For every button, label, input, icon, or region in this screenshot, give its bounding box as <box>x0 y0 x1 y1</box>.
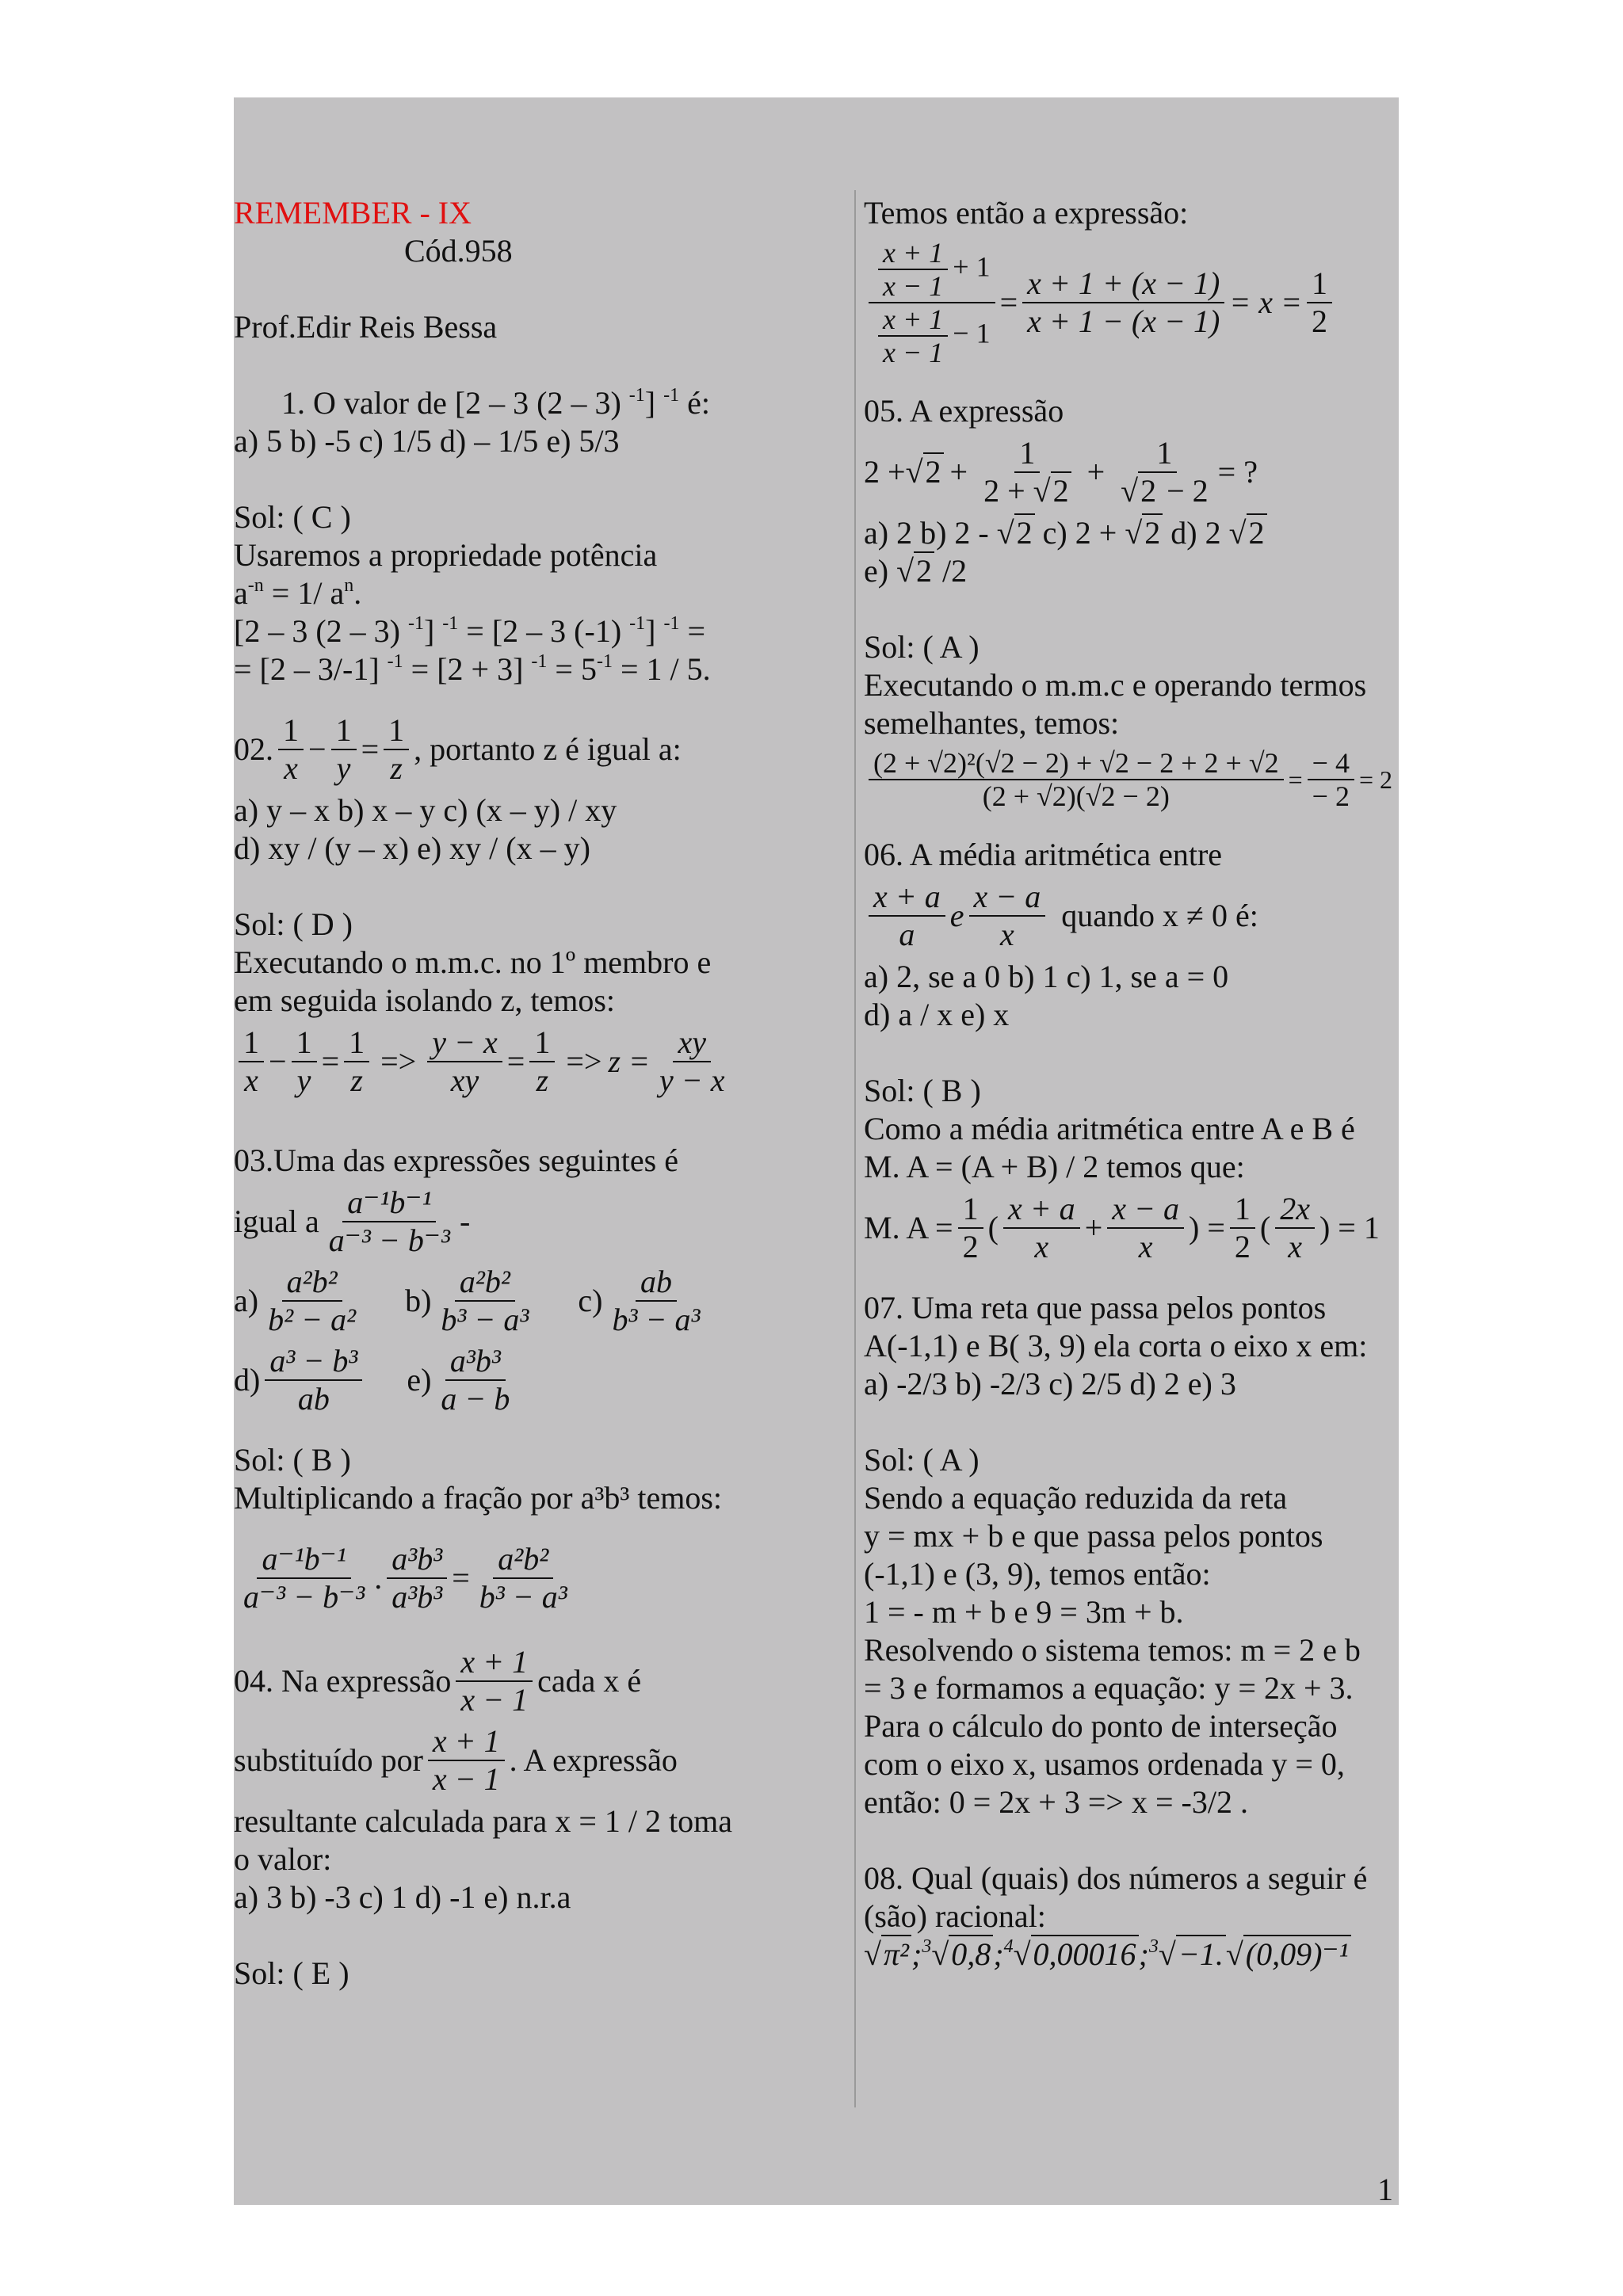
q6-options-2: d) a / x e) x <box>864 997 1010 1032</box>
q7-work-3: (-1,1) e (3, 9), temos então: <box>864 1556 1211 1592</box>
q8-statement-1: 08. Qual (quais) dos números a seguir é <box>864 1860 1368 1896</box>
q6-explanation-2: M. A = (A + B) / 2 temos que: <box>864 1149 1245 1184</box>
q7-work-5: Resolvendo o sistema temos: m = 2 e b <box>864 1632 1361 1668</box>
q5-explanation-1: Executando o m.m.c e operando termos <box>864 667 1367 703</box>
q1-statement: 1. O valor de [2 – 3 (2 – 3) $^{-1}$] $^{-1}$ é: <box>281 385 710 421</box>
q1-options: a) 5 b) -5 c) 1/5 d) – 1/5 e) 5/3 <box>234 423 620 459</box>
q2-explanation-2: em seguida isolando z, temos: <box>234 982 616 1018</box>
q4-statement-2: substituído por $\frac{x + 1}{x - 1}$ . A expressão <box>234 1723 678 1797</box>
q7-work-6: = 3 e formamos a equação: y = 2x + 3. <box>864 1670 1354 1706</box>
q5-work: $\frac{\text{(2 + √2)²(√2 − 2) + √2 − 2 + 2 + √2}}{(2 + √2)(√2 - 2)}$ = $\frac{- 4}{- 2}$ = 2 <box>864 747 1403 812</box>
q3-statement: 03.Uma das expressões seguintes é <box>234 1142 678 1178</box>
q6-options-1: a) 2, se a 0 b) 1 c) 1, se a = 0 <box>864 959 1229 994</box>
q2-statement: 02. $\frac{1}{x}$ − $\frac{1}{y}$ = $\frac{1}{z}$ , portanto z é igual a: <box>234 712 682 786</box>
document-title: REMEMBER - IX <box>234 195 472 231</box>
q6-statement: 06. A média aritmética entre <box>864 837 1223 872</box>
q4-options: a) 3 b) -3 c) 1 d) -1 e) n.r.a <box>234 1879 571 1915</box>
left-column <box>234 194 836 1993</box>
q1-explanation: Usaremos a propriedade potência <box>234 537 658 573</box>
q7-statement-1: 07. Uma reta que passa pelos pontos <box>864 1290 1327 1325</box>
q4-statement-1: 04. Na expressão $\frac{x + 1}{x - 1}$ cada x é <box>234 1644 642 1718</box>
q6-explanation-1: Como a média aritmética entre A e B é <box>864 1111 1355 1146</box>
q8-numbers: √π²;$^3$√0,8;$^4$√0,00016;$^3$√−1.√(0,09)⁻¹ <box>864 1936 1403 1974</box>
q5-options-1: a) 2 b) 2 - √2 c) 2 + √2 d) 2 √2 <box>864 514 1403 552</box>
q3-options-abc: a) $\frac{\text{a²b²}}{\text{b² − a²}}$ b) $\frac{\text{a²b²}}{\text{b³ − a³}}$ c) $\frac{ab}{\text{b³ − a³}}$ <box>234 1264 701 1337</box>
q1-work-line1: [2 – 3 (2 – 3) $^{-1}$] $^{-1}$ = [2 – 3 (-1) $^{-1}$] $^{-1}$ = <box>234 613 706 649</box>
q1-work-line2: = [2 – 3/-1] $^{-1}$ = [2 + 3] $^{-1} = 5^{-1} = 1 / 5$. <box>234 651 711 687</box>
q7-statement-2: A(-1,1) e B( 3, 9) ela corta o eixo x em: <box>864 1328 1368 1363</box>
q2-work: $\frac{1}{x}$ − $\frac{1}{y}$ = $\frac{1}{z}$ => $\frac{y - x}{xy}$ = $\frac{1}{z}$ => z = $\frac{xy}{y - x}$ <box>234 1024 836 1099</box>
q2-options-1: a) y – x b) x – y c) (x – y) / xy <box>234 792 617 828</box>
right-column <box>864 194 1403 1974</box>
q5-explanation-2: semelhantes, temos: <box>864 705 1120 741</box>
q3-expression: igual a $\frac{\text{a⁻¹b⁻¹}}{\text{a⁻³ − b⁻³}}$ - <box>234 1184 471 1258</box>
q3-work: $\frac{\text{a⁻¹b⁻¹}}{\text{a⁻³ − b⁻³}}$ . $\frac{\text{a³b³}}{\text{a³b³}}$ = $\frac{\text{a²b²}}{\text{b³ − a³}}$ <box>243 1541 567 1615</box>
column-divider <box>854 190 856 2107</box>
q7-solution: Sol: ( A ) <box>864 1442 980 1478</box>
q3-explanation: Multiplicando a fração por a³b³ temos: <box>234 1480 723 1516</box>
q7-work-2: y = mx + b e que passa pelos pontos <box>864 1518 1323 1554</box>
q8-statement-2: (são) racional: <box>864 1898 1046 1934</box>
q3-solution: Sol: ( B ) <box>234 1442 351 1478</box>
q5-options-2: e) √2 /2 <box>864 553 968 589</box>
q5-expression: 2 + √2 + $\frac{1}{2 + √2}$ + $\frac{1}{√2 - 2}$ = ? <box>864 435 1258 509</box>
q2-solution: Sol: ( D ) <box>234 906 353 942</box>
q1-property: $a^{-n} = 1/$ $a^n$. <box>234 575 362 611</box>
q4-solution: Sol: ( E ) <box>234 1955 349 1991</box>
q7-work-4: 1 = - m + b e 9 = 3m + b. <box>864 1594 1184 1630</box>
q7-work-7: Para o cálculo do ponto de interseção <box>864 1708 1338 1744</box>
document-code: Cód.958 <box>404 233 513 269</box>
q1-solution: Sol: ( C ) <box>234 499 351 535</box>
q6-solution: Sol: ( B ) <box>864 1073 981 1108</box>
q7-work-8: com o eixo x, usamos ordenada y = 0, <box>864 1746 1345 1782</box>
q2-explanation-1: Executando o m.m.c. no 1º membro e <box>234 944 712 980</box>
q6-work: M. A = $\frac{1}{2}$ ( $\frac{x + a}{x}$ + $\frac{x - a}{x}$ ) = $\frac{1}{2}$ ( $\frac{2x}{x}$ ) = 1 <box>864 1191 1380 1264</box>
q7-work-1: Sendo a equação reduzida da reta <box>864 1480 1288 1516</box>
author: Prof.Edir Reis Bessa <box>234 309 498 345</box>
q2-options-2: d) xy / (y – x) e) xy / (x – y) <box>234 830 590 866</box>
page-number: 1 <box>1377 2172 1393 2207</box>
q4-solution-work: $\frac{x + 1}{x - 1}$ + 1 $\frac{x + 1}{x - 1}$ − 1 = $\frac{x + 1 + (x - 1)}{x + 1 - (x - 1)}$ = x = $\frac{1}{2}$ <box>864 237 1403 368</box>
q4-statement-4: o valor: <box>234 1841 332 1877</box>
q5-statement: 05. A expressão <box>864 393 1064 429</box>
q3-options-de: d) $\frac{\text{a³ − b³}}{ab}$ e) $\frac{\text{a³b³}}{a - b}$ <box>234 1343 510 1417</box>
q5-solution: Sol: ( A ) <box>864 629 980 665</box>
q7-options: a) -2/3 b) -2/3 c) 2/5 d) 2 e) 3 <box>864 1366 1236 1402</box>
q4-statement-3: resultante calculada para x = 1 / 2 toma <box>234 1803 732 1839</box>
q6-expression: $\frac{x + a}{a}$ e $\frac{x - a}{x}$ quando x ≠ 0 é: <box>864 879 1403 953</box>
q7-work-9: então: 0 = 2x + 3 => x = -3/2 . <box>864 1784 1248 1820</box>
q4-solution-intro: Temos então a expressão: <box>864 195 1189 231</box>
